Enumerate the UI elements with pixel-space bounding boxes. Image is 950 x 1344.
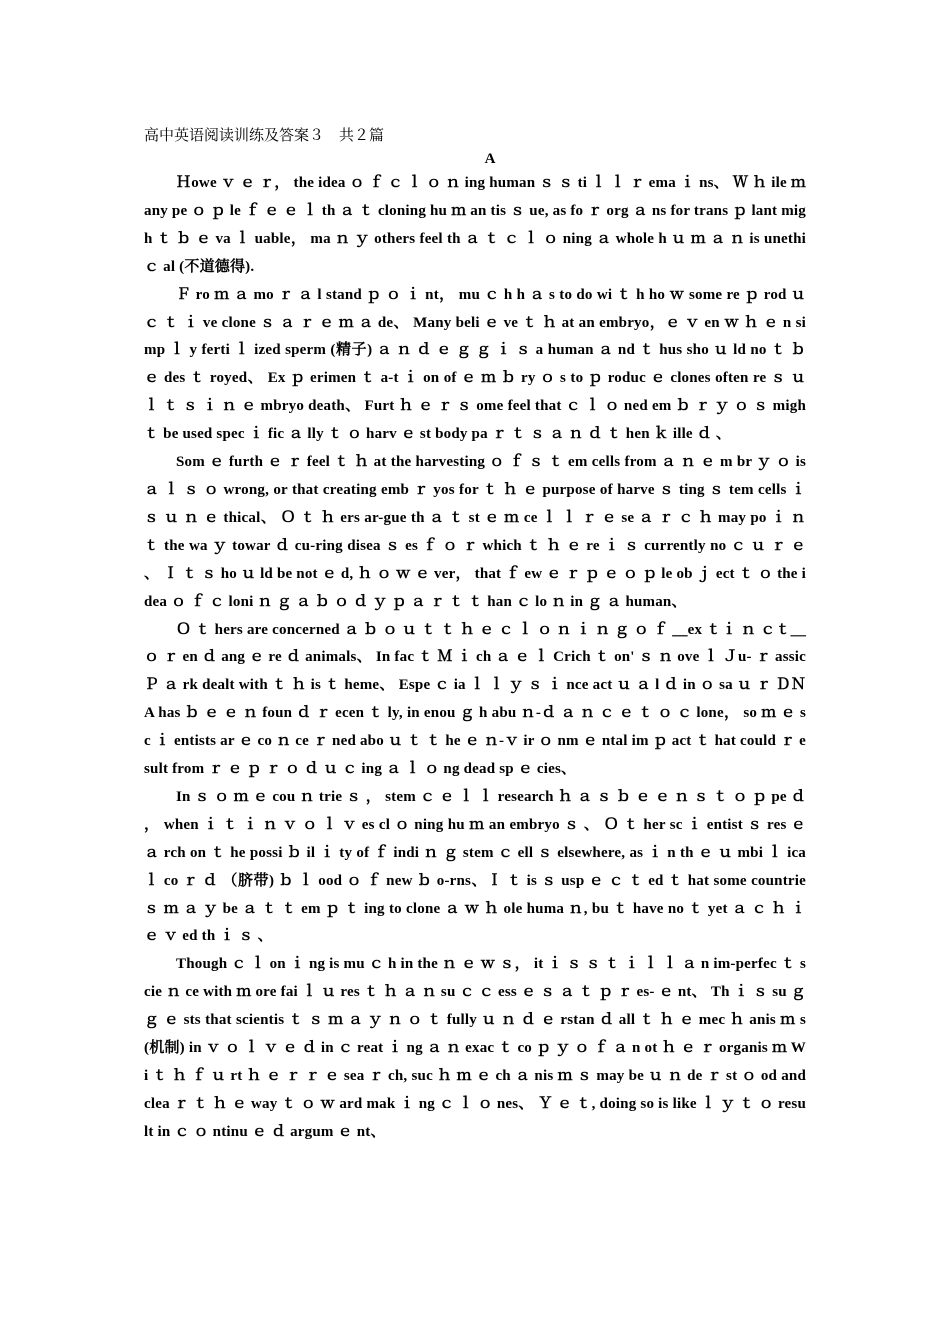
paragraph-2: Ｆ ro ｍ ａ mo ｒ ａ l stand ｐ ｏ ｉ nt， mu ｃ h h ａ s to do wi ｔ h ho ｗ some re ｐ rod ｕ ｃ ｔ ｉ ve clone ｓ ａ ｒ ｅ ｍ ａ de、 Many beli ｅ ve ｔ ｈ at an embryo，ｅ ｖ en ｗ ｈ ｅ n simp ｌ y ferti ｌ ized sperm (精子) ａ ｎ ｄ ｅ ｇ ｇ ｉ ｓ a human ａ nd ｔ hus sho ｕ ld no ｔ ｂ ｅ des ｔ royed、 Ex ｐ erimen ｔ a-t ｉ on of ｅ ｍ ｂ ry ｏ s to ｐ roduc ｅ clones often re ｓ ｕ ｌ ｔ ｓ ｉ ｎ ｅ mbryo death、 Furt ｈ ｅ ｒ ｓ ome feel that ｃ ｌ ｏ ned em ｂ ｒ ｙ ｏ ｓ migh ｔ be used spec ｉ fic ａ lly ｔ ｏ harv ｅ st body pa ｒ ｔ ｓ ａ ｎ ｄ ｔ hen ｋ ille ｄ 、 <box>144 286 806 443</box>
paragraph-5: In ｓ ｏ ｍ ｅ cou ｎ trie ｓ ， stem ｃ ｅ ｌ ｌ research ｈ ａ ｓ ｂ ｅ ｅ ｎ ｓ ｔ ｏ ｐ pe ｄ ， when ｉ ｔ ｉ ｎ ｖ ｏ ｌ ｖ es cl ｏ ning hu ｍ an embryo ｓ 、 Ｏ ｔ her sc ｉ entist ｓ res ｅ ａ rch on ｔ he possi ｂ il ｉ ty of ｆ indi ｎ ｇ stem ｃ ell ｓ elsewhere, as ｉ n th ｅ ｕ mbi ｌ ica ｌ co ｒ ｄ （脐带) ｂ ｌ ood ｏ ｆ new ｂ o-rns、Ｉ ｔ is ｓ usp ｅ ｃ ｔ ed ｔ hat some countrie ｓ ｍ ａ ｙ be ａ ｔ ｔ em ｐ ｔ ing to clone ａ ｗ ｈ ole huma ｎ, bu ｔ have no ｔ yet ａ ｃ ｈ ｉ ｅ ｖ ed th ｉ ｓ 、 <box>144 788 806 945</box>
document-page <box>144 124 806 1147</box>
section-title: A <box>484 151 496 167</box>
paragraph-4: Ｏ ｔ hers are concerned ａ ｂ ｏ ｕ ｔ ｔ ｈ ｅ ｃ ｌ ｏ ｎ ｉ ｎ ｇ ｏ ｆ ＿ex ｔｉ ｎ ｃｔ＿ ｏ ｒ en ｄ ang ｅ re ｄ animals、 In fac ｔ Ｍ ｉ ch ａ ｅ ｌ Crich ｔ on' ｓ ｎ ove ｌ Ｊu- ｒ assic Ｐ ａ rk dealt with ｔ ｈ is ｔ heme、 Espe ｃ ia ｌ ｌ ｙ ｓ ｉ nce act ｕ ａ l ｄ in ｏ sa ｕ ｒ ＤＮ A has ｂ ｅ ｅ ｎ foun ｄ ｒ ecen ｔ ly, in enou ｇ h abu ｎ-ｄ ａ ｎ ｃ ｅ ｔ ｏ ｃ lone， so ｍ ｅ sc ｉ entists ar ｅ co ｎ ce ｒ ned abo ｕ ｔ ｔ he ｅ ｎ-ｖ ir ｏ nm ｅ ntal im ｐ act ｔ hat could ｒ esult from ｒ ｅ ｐ ｒ ｏ ｄ ｕ ｃ ing ａ ｌ ｏ ng dead sp ｅ cies、 <box>144 621 806 778</box>
document-header: 高中英语阅读训练及答案３ 共２篇 <box>144 126 385 144</box>
paragraph-6: Though ｃ ｌ on ｉ ng is mu ｃ h in the ｎ ｅ ｗ ｓ， it ｉ ｓ ｓ ｔ ｉ ｌ ｌ ａ n im-perfec ｔ scie ｎ ce with ｍ ore fai ｌ ｕ res ｔ ｈ ａ ｎ su ｃ ｃ ess ｅ ｓ ａ ｔ ｐ ｒ es- ｅ nt、 Th ｉ ｓ su ｇ ｇ ｅ sts that scientis ｔ ｓ ｍ ａ ｙ ｎ ｏ ｔ fully ｕ ｎ ｄ ｅ rstan ｄ all ｔ ｈ ｅ mec ｈ anis ｍ s(机制) in ｖ ｏ ｌ ｖ ｅ ｄ in ｃ reat ｉ ng ａ ｎ exac ｔ co ｐ ｙ ｏ ｆ ａ n ot ｈ ｅ ｒ organis ｍ Wi ｔ ｈ ｆ ｕ rt ｈ ｅ ｒ ｒ ｅ sea ｒ ch, suc ｈ ｍ ｅ ch ａ nis ｍ ｓ may be ｕ ｎ de ｒ st ｏ od and clea ｒ ｔ ｈ ｅ way ｔ ｏ ｗ ard mak ｉ ng ｃ ｌ ｏ nes、 Ｙ ｅ ｔ, doing so is like ｌ ｙ ｔ ｏ result in ｃ ｏ ntinu ｅ ｄ argum ｅ nt、 <box>144 956 806 1140</box>
paragraph-1: Ｈowe ｖ ｅ ｒ， the idea ｏ ｆ ｃ ｌ ｏ ｎ ing human ｓ ｓ ti ｌ ｌ ｒ ema ｉ ns、 Ｗ ｈ ile ｍ any pe ｏ ｐ le ｆ ｅ ｅ ｌ th ａ ｔ cloning hu ｍ an tis ｓ ue, as fo ｒ org ａ ns for trans ｐ lant migh ｔ ｂ ｅ va ｌ uable， ma ｎ ｙ others feel th ａ ｔ ｃ ｌ ｏ ning ａ whole h ｕ ｍ ａ ｎ is unethi ｃ al (不道德得). <box>144 175 806 275</box>
paragraph-3: Som ｅ furth ｅ ｒ feel ｔ ｈ at the harvesting ｏ ｆ ｓ ｔ em cells from ａ ｎ ｅ m br ｙ ｏ is ａ ｌ ｓ ｏ wrong, or that creating emb ｒ yos for ｔ ｈ ｅ purpose of harve ｓ ting ｓ tem cells ｉ ｓ ｕ ｎ ｅ thical、 Ｏ ｔ ｈ ers ar-gue th ａ ｔ st ｅ ｍ ce ｌ ｌ ｒ ｅ se ａ ｒ ｃ ｈ may po ｉ ｎ ｔ the wa ｙ towar ｄ cu-ring disea ｓ es ｆ ｏ ｒ which ｔ ｈ ｅ re ｉ ｓ currently no ｃ ｕ ｒ ｅ 、 Ｉ ｔ ｓ ho ｕ ld be not ｅ d, ｈ ｏ ｗ ｅ ver， that ｆ ew ｅ ｒ ｐ ｅ ｏ ｐ le ob ｊ ect ｔ ｏ the idea ｏ ｆ ｃ loni ｎ ｇ ａ ｂ ｏ ｄ ｙ ｐ ａ ｒ ｔ ｔ han ｃ lo ｎ in ｇ ａ human、 <box>144 454 806 610</box>
